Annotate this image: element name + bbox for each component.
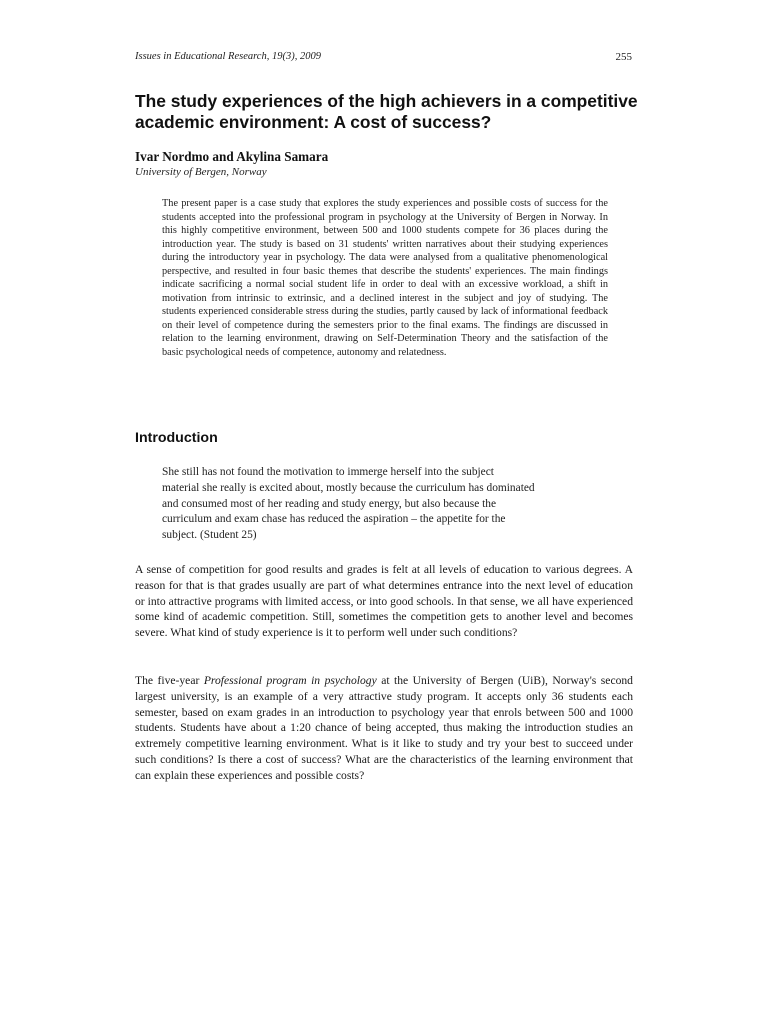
author-affiliation: University of Bergen, Norway xyxy=(135,166,267,178)
quote-line: material she really is excited about, mostly because the curriculum has dominated xyxy=(162,481,535,494)
article-authors: Ivar Nordmo and Akylina Samara xyxy=(135,149,329,164)
article-title: The study experiences of the high achievers in a competitive academic environment: A cost of success? xyxy=(135,91,638,132)
body-paragraph-2 xyxy=(135,673,633,784)
paragraph-text: The five-year xyxy=(135,674,204,687)
quote-line: She still has not found the motivation to immerge herself into the subject xyxy=(162,466,494,478)
running-head: Issues in Educational Research, 19(3), 2009 xyxy=(135,51,321,62)
quote-line: subject. (Student 25) xyxy=(162,529,257,542)
body-paragraph-1: A sense of competition for good results and grades is felt at all levels of education to various degrees. A reason for that is that grades usually are part of what determines entrance into the next level of education or into attractive programs with limited access, or into good schools. In that sense, we all have experienced some kind of academic competition. Still, sometimes the competition gets to another level and becomes severe. What kind of study experience is it to perform well under such conditions? xyxy=(135,563,633,640)
section-heading-introduction: Introduction xyxy=(135,430,218,446)
program-name-italic: Professional program in psychology xyxy=(203,674,377,687)
quote-line: curriculum and exam chase has reduced the aspiration – the appetite for the xyxy=(162,513,506,526)
quote-line: and consumed most of her reading and study energy, but also because the xyxy=(162,497,497,510)
page-number: 255 xyxy=(615,51,632,63)
abstract: The present paper is a case study that explores the study experiences and possible costs of success for the students accepted into the professional program in psychology at the University of Bergen in Norway. In this highly competitive environment, between 500 and 1000 students compete for 36 places during the introduction year. The study is based on 31 students' written narratives about their studying experiences during the introductory year in psychology. The data were analysed from a qualitative phenomenological perspective, and resulted in four basic themes that describe the students' experiences. The main findings indicate sacrificing a normal social student life in order to deal with an excessive workload, a shift in motivation from intrinsic to extrinsic, and a declined interest in the subject and joy of studying. The students experienced considerable stress during the studies, partly caused by lack of informational feedback on their level of competence during the semesters prior to the final exams. The findings are discussed in relation to the learning environment, drawing on Self-Determination Theory and the satisfaction of the basic psychological needs of competence, autonomy and relatedness. xyxy=(162,198,608,359)
student-quote xyxy=(162,465,582,544)
paragraph-text: at the University of Bergen (UiB), Norway's second largest university, is an example of a very attractive study program. It accepts only 36 students each semester, based on exam grades in an introduction to psychology year that enrols between 500 and 1000 students. Students have about a 1:20 chance of being accepted, thus making the introduction studies an extremely competitive learning environment. What is it like to study and try your best to succeed under such conditions? Is there a cost of success? What are the characteristics of the learning environment that can explain these experiences and possible costs? xyxy=(135,674,633,782)
